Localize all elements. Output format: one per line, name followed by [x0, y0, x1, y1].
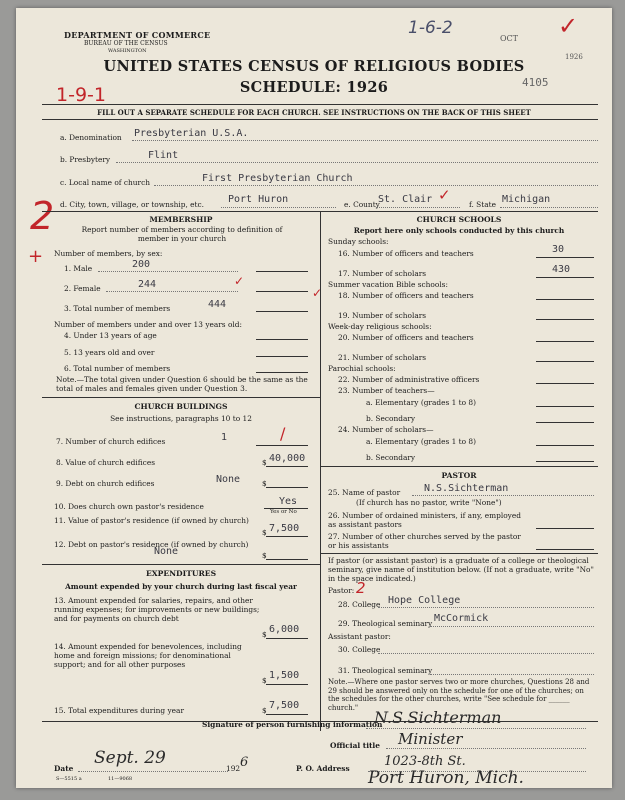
female-label: 2. Female	[64, 284, 101, 293]
membership-note: Note.—The total given under Question 6 should be the same as the total of males and females given under Question 3.	[56, 375, 308, 393]
stamp-date: OCT	[500, 34, 519, 43]
form-code: S—5515 a	[56, 776, 82, 782]
q18-label: 18. Number of officers and teachers	[338, 291, 474, 300]
weekday-schools-label: Week-day religious schools:	[328, 322, 432, 331]
red-margin-mark: 2	[30, 194, 55, 238]
q22-answer-line	[536, 383, 594, 384]
county-line	[376, 207, 460, 208]
residence-owned-value: Yes	[279, 496, 298, 507]
divider	[42, 564, 320, 565]
city-label: d. City, town, village, or township, etc.	[60, 200, 205, 209]
edifices-answer-line	[256, 445, 308, 446]
ordained-ministers-answer-line	[536, 528, 594, 529]
pastor-name-value: N.S.Sichterman	[424, 483, 509, 494]
red-pastor-mark: 2	[356, 579, 366, 597]
pastor-note: Note.—Where one pastor serves two or more churches, Questions 28 and 29 should be answered only on the schedule for one of the churches; on the schedules for the other churches, write "See schedule for ______ church."	[328, 678, 590, 712]
bureau-name: BUREAU OF THE CENSUS	[84, 40, 168, 47]
pencil-code: 1-6-2	[408, 18, 453, 38]
q23b-label: b. Secondary	[366, 414, 416, 423]
divider	[320, 466, 598, 467]
date-year-suffix: 6	[240, 755, 249, 770]
edifice-value-label: 8. Value of church edifices	[56, 458, 155, 467]
under-13-label: 4. Under 13 years of age	[64, 331, 157, 340]
church-name-label: c. Local name of church	[60, 178, 150, 187]
pastor-name-line	[412, 495, 594, 496]
dollar-sign: $	[262, 630, 267, 639]
q23a-label: a. Elementary (grades 1 to 8)	[366, 398, 477, 407]
graduate-note: If pastor (or assistant pastor) is a graduate of a college or theological seminary, give name of institution below. (If not a graduate, write "No" in the space indicated.)	[328, 556, 594, 583]
denomination-label: a. Denomination	[60, 133, 122, 142]
q23-label: 23. Number of teachers—	[338, 386, 435, 395]
summer-schools-label: Summer vacation Bible schools:	[328, 280, 448, 289]
expenditures-heading: EXPENDITURES	[145, 569, 217, 578]
county-label: e. County	[344, 200, 380, 209]
q16-label: 16. Number of officers and teachers	[338, 249, 474, 258]
pastor-name-label: 25. Name of pastor	[328, 488, 401, 497]
buildings-subheading: See instructions, paragraphs 10 to 12	[110, 414, 252, 423]
q20-label: 20. Number of officers and teachers	[338, 333, 474, 342]
q19-answer-line	[536, 319, 594, 320]
membership-heading: MEMBERSHIP	[149, 215, 213, 224]
q24b-answer-line	[536, 461, 594, 462]
dollar-sign: $	[262, 479, 267, 488]
residence-value: 7,500	[269, 523, 300, 534]
female-line	[106, 291, 238, 292]
stamp-year: 1926	[565, 53, 583, 61]
edifice-debt-value: None	[216, 474, 241, 485]
instruction-line: FILL OUT A SEPARATE SCHEDULE FOR EACH CHURCH. SEE INSTRUCTIONS ON THE BACK OF THIS SHEET	[97, 108, 531, 117]
dollar-sign: $	[262, 676, 267, 685]
assistant-seminary-label: 31. Theological seminary	[338, 666, 433, 675]
edifice-value: 40,000	[269, 453, 306, 464]
seminary-value: McCormick	[434, 613, 489, 624]
dollar-sign: $	[262, 706, 267, 715]
presbytery-value: Flint	[148, 150, 179, 161]
by-sex-label: Number of members, by sex:	[54, 249, 163, 258]
male-label: 1. Male	[64, 264, 93, 273]
red-check-mark: ✓	[558, 12, 579, 40]
female-value: 244	[138, 279, 157, 290]
pastor-subhead: Pastor:	[328, 586, 355, 595]
q18-answer-line	[536, 299, 594, 300]
edifice-debt-label: 9. Debt on church edifices	[56, 479, 155, 488]
q16-value: 30	[552, 244, 565, 255]
yes-no-hint: Yes or No	[270, 509, 297, 515]
q24a-answer-line	[536, 445, 594, 446]
church-name-line	[154, 185, 598, 186]
residence-debt-answer-line	[266, 559, 308, 560]
benevolences-label: 14. Amount expended for benevolences, including home and foreign missions; for denominational support; and for all other purposes	[54, 642, 242, 669]
male-answer-line	[256, 271, 308, 272]
state-line	[500, 207, 598, 208]
residence-value-answer-line	[266, 536, 308, 537]
official-title-label: Official title	[330, 741, 380, 750]
q23a-answer-line	[536, 406, 594, 407]
assistant-college-line	[378, 653, 594, 654]
city-line	[221, 207, 336, 208]
expenditures-subheading: Amount expended by your church during last fiscal year	[65, 582, 297, 591]
q22-label: 22. Number of administrative officers	[338, 375, 480, 384]
red-tally-mark: /	[280, 424, 286, 443]
denomination-line	[132, 140, 598, 141]
assistant-seminary-line	[430, 674, 594, 675]
serial-number: 4105	[522, 76, 549, 89]
date-line	[78, 771, 228, 772]
edifices-value: 1	[221, 432, 228, 443]
q20-answer-line	[536, 341, 594, 342]
red-check-mark: ✓	[312, 286, 323, 300]
state-label: f. State	[469, 200, 496, 209]
edifice-debt-answer-line	[266, 487, 308, 488]
red-check-mark: ✓	[438, 186, 451, 204]
official-title-value: Minister	[398, 730, 463, 748]
q21-label: 21. Number of scholars	[338, 353, 427, 362]
signature-value: N.S.Sichterman	[374, 708, 502, 727]
college-line	[378, 607, 594, 608]
pastor-heading: PASTOR	[441, 471, 477, 480]
department-name: DEPARTMENT OF COMMERCE	[64, 30, 211, 40]
edifice-value-answer-line	[266, 466, 308, 467]
parochial-schools-label: Parochial schools:	[328, 364, 396, 373]
schools-heading: CHURCH SCHOOLS	[416, 215, 502, 224]
date-label: Date	[54, 764, 74, 773]
q16-answer-line	[536, 257, 594, 258]
residence-owned-label: 10. Does church own pastor's residence	[54, 502, 204, 511]
red-check-mark: ✓	[234, 274, 245, 288]
female-answer-line	[256, 291, 308, 292]
other-churches-label: 27. Number of other churches served by the pastor or his assistants	[328, 532, 521, 550]
state-value: Michigan	[502, 194, 551, 205]
church-name-value: First Presbyterian Church	[202, 173, 353, 184]
total-members-value: 444	[208, 299, 227, 310]
college-value: Hope College	[388, 595, 461, 606]
total-6-label: 6. Total number of members	[64, 364, 171, 373]
q17-answer-line	[536, 277, 594, 278]
form-title: UNITED STATES CENSUS OF RELIGIOUS BODIES	[103, 58, 525, 75]
running-expenses-value: 6,000	[269, 624, 300, 635]
city-value: Port Huron	[228, 194, 289, 205]
divider	[42, 397, 320, 398]
po-address-label: P. O. Address	[296, 764, 350, 773]
q24a-label: a. Elementary (grades 1 to 8)	[366, 437, 477, 446]
age-label: Number of members under and over 13 years old:	[54, 320, 242, 329]
census-form	[16, 8, 612, 788]
total-expenditures-label: 15. Total expenditures during year	[54, 706, 184, 715]
over-13-answer-line	[256, 356, 308, 357]
college-label: 28. College	[338, 600, 381, 609]
signature-line	[366, 728, 586, 729]
residence-value-label: 11. Value of pastor's residence (if owned by church)	[54, 516, 249, 525]
signature-label: Signature of person furnishing information	[202, 720, 383, 729]
assistant-subhead: Assistant pastor:	[328, 632, 391, 641]
edifices-label: 7. Number of church edifices	[56, 437, 166, 446]
schedule-title: SCHEDULE: 1926	[239, 79, 389, 96]
seminary-label: 29. Theological seminary	[338, 619, 433, 628]
q17-value: 430	[552, 264, 571, 275]
ordained-ministers-label: 26. Number of ordained ministers, if any, employed as assistant pastors	[328, 511, 521, 529]
dollar-sign: $	[262, 551, 267, 560]
seminary-line	[430, 626, 594, 627]
bureau-city: WASHINGTON	[108, 48, 147, 54]
q24-label: 24. Number of scholars—	[338, 425, 434, 434]
official-title-line	[386, 748, 586, 749]
total-members-answer-line	[256, 311, 308, 312]
pastor-name-hint: (If church has no pastor, write "None")	[356, 498, 502, 507]
presbytery-line	[116, 162, 598, 163]
q21-answer-line	[536, 361, 594, 362]
other-churches-answer-line	[536, 549, 594, 550]
total-members-label: 3. Total number of members	[64, 304, 171, 313]
print-code: 11—9068	[108, 776, 133, 782]
divider	[320, 553, 598, 554]
running-expenses-answer-line	[266, 638, 308, 639]
over-13-label: 5. 13 years old and over	[64, 348, 155, 357]
red-cross-mark: +	[28, 246, 44, 267]
q23b-answer-line	[536, 422, 594, 423]
membership-subheading: Report number of members according to definition of member in your church	[81, 225, 283, 243]
divider	[42, 119, 598, 120]
sunday-schools-label: Sunday schools:	[328, 237, 389, 246]
benevolences-answer-line	[266, 684, 308, 685]
date-year-prefix: 192	[226, 764, 241, 773]
red-code: 1-9-1	[56, 84, 106, 106]
total-expenditures-value: 7,500	[269, 700, 300, 711]
presbytery-label: b. Presbytery	[60, 155, 111, 164]
benevolences-value: 1,500	[269, 670, 300, 681]
divider	[42, 104, 598, 105]
under-13-answer-line	[256, 339, 308, 340]
male-line	[98, 271, 238, 272]
total-6-answer-line	[256, 372, 308, 373]
q24b-label: b. Secondary	[366, 453, 416, 462]
county-value: St. Clair	[378, 194, 433, 205]
q17-label: 17. Number of scholars	[338, 269, 427, 278]
date-value: Sept. 29	[94, 748, 166, 768]
assistant-college-label: 30. College	[338, 645, 381, 654]
dollar-sign: $	[262, 528, 267, 537]
residence-debt-label: 12. Debt on pastor's residence (if owned by church)	[54, 540, 249, 549]
schools-subheading: Report here only schools conducted by this church	[353, 226, 565, 235]
male-value: 200	[132, 259, 151, 270]
buildings-heading: CHURCH BUILDINGS	[134, 402, 228, 411]
dollar-sign: $	[262, 458, 267, 467]
denomination-value: Presbyterian U.S.A.	[134, 128, 249, 139]
total-expenditures-answer-line	[266, 714, 308, 715]
residence-debt-value: None	[154, 546, 179, 557]
q19-label: 19. Number of scholars	[338, 311, 427, 320]
po-address-value: 1023-8th St.	[384, 754, 466, 769]
po-address-city: Port Huron, Mich.	[368, 768, 524, 788]
running-expenses-label: 13. Amount expended for salaries, repairs, and other running expenses; for improvements or new buildings; and for payments on church debt	[54, 596, 260, 623]
